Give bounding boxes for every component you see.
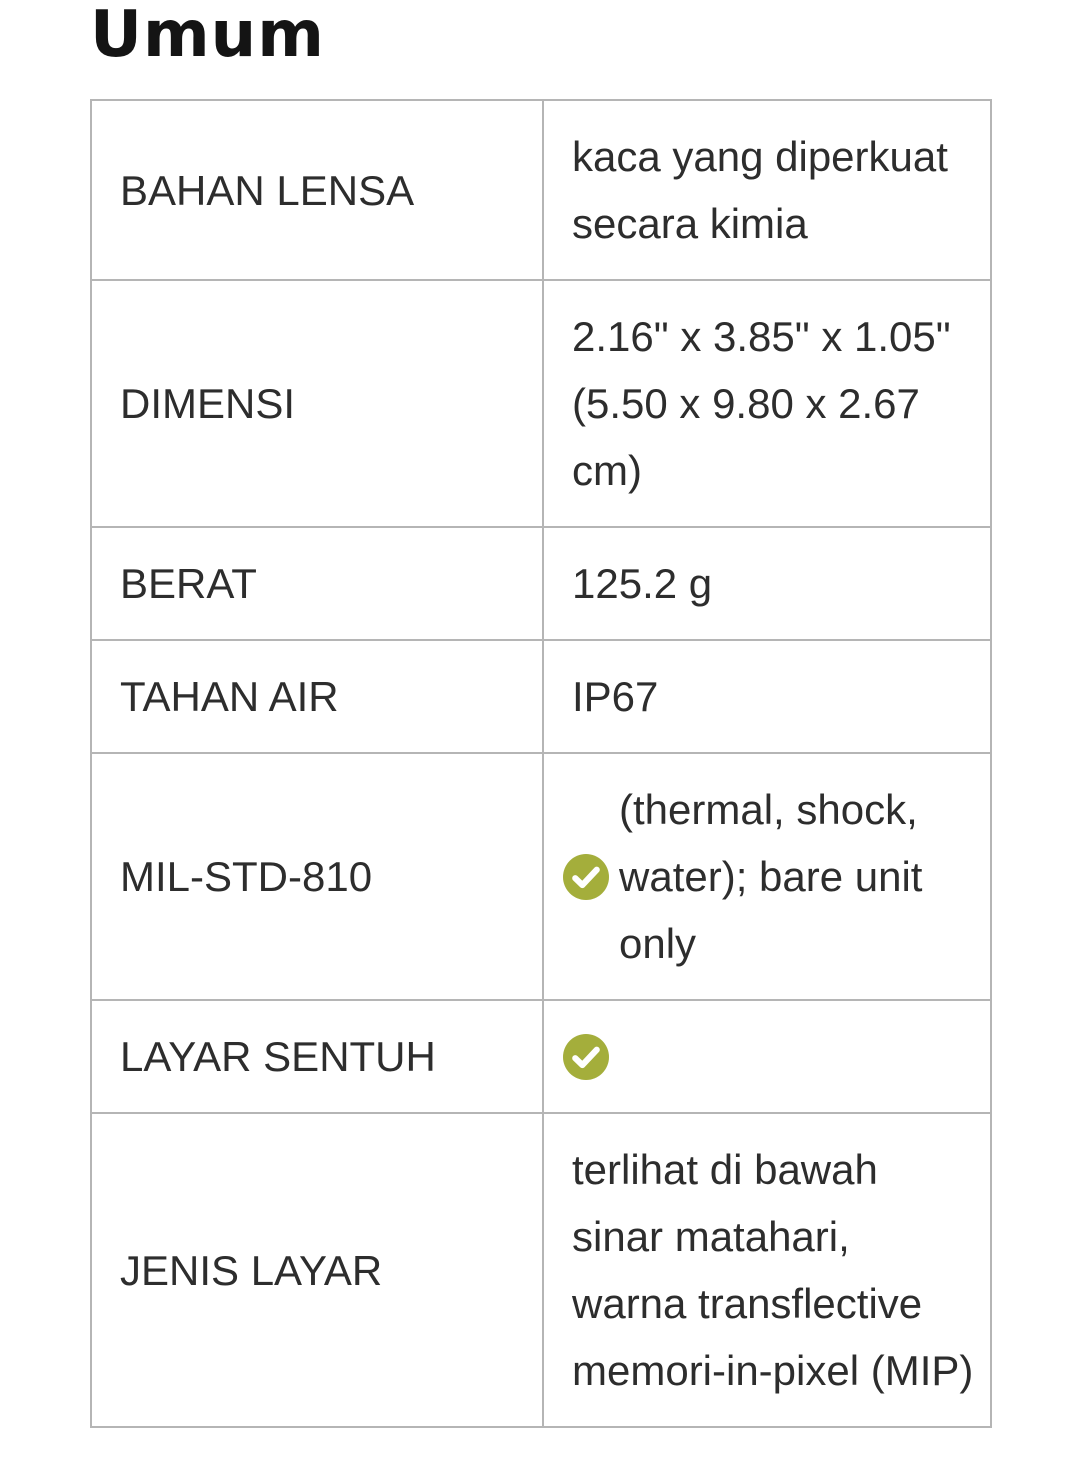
spec-value xyxy=(543,1113,991,1427)
spec-value-text: terlihat di bawah sinar matahari, warna transflective memori-in-pixel (MIP) xyxy=(572,1146,974,1395)
spec-value-text: 125.2 g xyxy=(572,560,713,608)
spec-value xyxy=(543,527,991,640)
spec-value-content xyxy=(572,1136,974,1404)
page-title: Umum xyxy=(90,0,325,72)
spec-table xyxy=(90,99,992,1428)
spec-label: BERAT xyxy=(91,527,543,640)
spec-label: DIMENSI xyxy=(91,280,543,527)
spec-value xyxy=(543,640,991,753)
table-row xyxy=(91,280,991,527)
spec-label: TAHAN AIR xyxy=(91,640,543,753)
spec-label: LAYAR SENTUH xyxy=(91,1000,543,1113)
spec-value xyxy=(543,1000,991,1113)
spec-value-text: kaca yang diperkuat secara kimia xyxy=(572,133,948,248)
table-row xyxy=(91,640,991,753)
table-row xyxy=(91,753,991,1000)
spec-value-content xyxy=(563,776,974,977)
check-circle-icon xyxy=(563,1034,609,1080)
table-row xyxy=(91,100,991,280)
spec-value-text: IP67 xyxy=(572,673,659,721)
spec-value-text: 2.16" x 3.85" x 1.05" (5.50 x 9.80 x 2.67 cm) xyxy=(572,313,951,495)
spec-value xyxy=(543,280,991,527)
check-circle-icon xyxy=(563,854,609,900)
table-row xyxy=(91,1113,991,1427)
table-row xyxy=(91,1000,991,1113)
spec-label: BAHAN LENSA xyxy=(91,100,543,280)
spec-value xyxy=(543,753,991,1000)
spec-value-content xyxy=(572,303,974,504)
spec-value-content xyxy=(563,1034,974,1080)
table-row xyxy=(91,527,991,640)
spec-value xyxy=(543,100,991,280)
spec-value-content xyxy=(572,663,974,730)
spec-value-content xyxy=(572,123,974,257)
spec-value-text: (thermal, shock, water); bare unit only xyxy=(619,786,923,968)
spec-value-content xyxy=(572,550,974,617)
spec-table-body xyxy=(91,100,991,1427)
spec-label: MIL-STD-810 xyxy=(91,753,543,1000)
spec-label: JENIS LAYAR xyxy=(91,1113,543,1427)
